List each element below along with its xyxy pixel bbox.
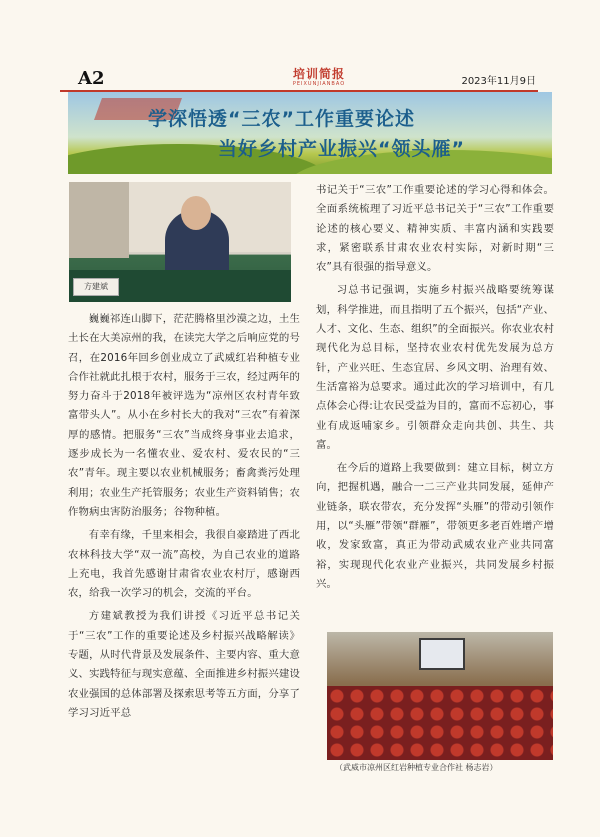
lecturer-nameplate: 方建斌 [73,278,119,296]
article-right-column [316,181,554,594]
paragraph: 书记关于“三农”工作重要论述的学习心得和体会。全面系统梳理了习近平总书记关于“三农”工作重要论述的核心要义、精神实质、丰富内涵和实践要求，紧密联系甘肃农业农村实际，对新时期“三农”具有很强的指导意义。 [316,184,554,274]
paragraph: 习总书记强调，实施乡村振兴战略要统筹谋划，科学推进，而且指明了五个振兴，包括“产业、人才、文化、生态、组织”的全面振兴。你农业农村现代化为总目标，坚持农业农村优先发展为总方针，产业兴旺、生态宜居、乡风文明、治理有效、生活富裕为总要求。通过此次的学习培训中，有几点体会心得:让农民受益为目的，富而不忘初心，事业有成返哺家乡。引领群众走向共创、共生、共富。 [316,284,554,451]
issue-date: 2023年11月9日 [461,76,536,87]
paragraph: 在今后的道路上我要做到：建立目标，树立方向，把握机遇，融合一二三产业共同发展，延伸产业链条，联农带农，充分发挥“头雁”的带动引领作用，以“头雁”带领“群雁”，带领更多老百姓增产增收，发家致富，真正为带动武威农业产业共同富裕，实现现代化农业产业振兴，共同发展乡村振兴。 [316,462,554,590]
article-left-column [68,310,300,723]
masthead [282,68,356,87]
classroom-photo [327,632,553,760]
paragraph: 巍巍祁连山脚下，茫茫腾格里沙漠之边，土生土长在大美凉州的我，在读完大学之后响应党的号召，在2016年回乡创业成立了武威红岩种植专业合作社就此扎根于农村，服务于三农，经过两年的努力奋斗于2018年被评选为“凉州区农村青年致富带头人”。从小在乡村长大的我对“三农”有着深厚的感情。把服务“三农”当成终身事业去追求，逐步成长为一名懂农业、爱农村、爱农民的“三农”青年。现主要以农业机械服务；畜禽粪污处理利用；农业生产托管服务；农业生产资料销售；农作物病虫害防治服务；谷物种植。 [68,313,300,518]
page-number: A2 [78,68,105,89]
lecturer-photo [69,182,291,302]
photo-board [69,182,129,258]
title-banner [68,92,552,174]
headline-line-1: 学深悟透“三农”工作重要论述 [148,108,415,130]
classroom-screen [419,638,465,670]
masthead-title: 培训简报 [292,67,345,81]
classroom-audience [327,686,553,760]
masthead-pinyin: PEIXUNJIANBAO [292,81,346,87]
paragraph: 方建斌教授为我们讲授《习近平总书记关于“三农”工作的重要论述及乡村振兴战略解读》专题，从时代背景及发展条件、主要内容、重大意义、实践特征与现实意蕴、全面推进乡村振兴建设农业强国的总体部署及探索思考等五方面，分享了学习习近平总 [68,610,300,719]
paragraph: 有幸有缘，千里来相会，我很自豪踏进了西北农林科技大学“双一流”高校，为自己农业的道路上充电，我首先感谢甘肃省农业农村厅，感谢西农，给我一次学习的机会，交流的平台。 [68,529,300,600]
author-caption: （武威市凉州区红岩种植专业合作社 杨志岩） [335,763,498,772]
page-header [60,62,538,92]
lecturer-head [181,196,211,230]
headline-line-2: 当好乡村产业振兴“领头雁” [218,138,465,160]
